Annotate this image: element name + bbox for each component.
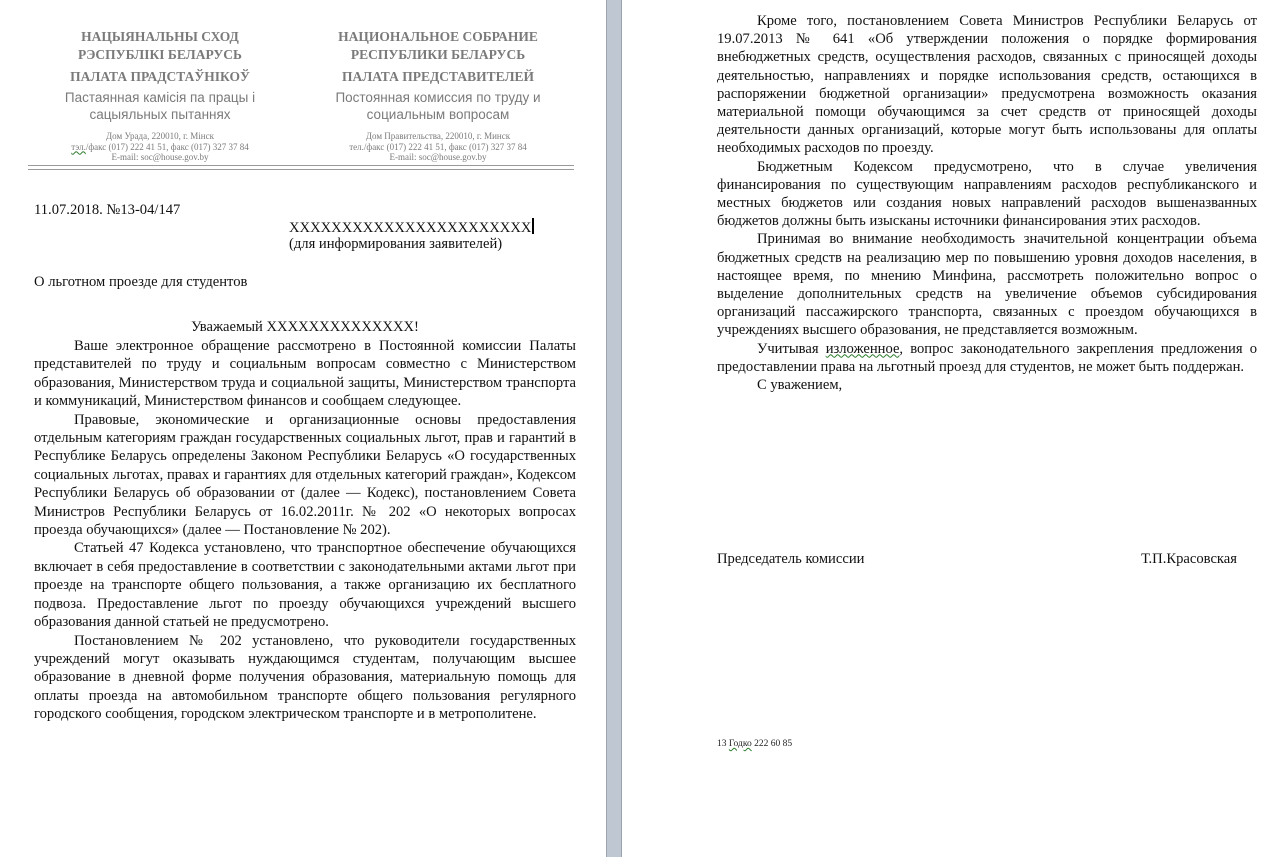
letter-body-right [717,12,1257,394]
letter-greeting: Уважаемый XXXXXXXXXXXXXX! [191,319,419,335]
page-gutter [606,0,622,857]
email-ru: E-mail: soc@house.gov.by [389,152,487,162]
commission-by-line1: Пастаянная камісія па працы і [64,90,256,105]
body-paragraph: Статьей 47 Кодекса установлено, что транспортное обеспечение обучающихся включает в себя предоставление в соответствии с законодательными актами льгот при проезде на транспорте общего пользования, а также организацию их бесплатного подвоза. Предоставление льгот по проезду обучающихся учреждений высшего образования данной статьей не предусмотрено. [34,540,576,631]
body-paragraph: Правовые, экономические и организационные основы предоставления отдельным категориям граждан государственных социальных льгот, прав и гарантий в Республике Беларусь определены Законом Республики Беларусь «О государственных социальных льготах, правах и гарантиях для отдельных категорий граждан», Кодексом Республики Беларусь об образовании от (далее — Кодекс), постановлением Совета Министров Республики Беларусь от 16.02.2011г. № 202 «О некоторых вопросах проезда обучающихся» (далее — Постановление № 202). [34,411,576,539]
final-para-start: Учитывая [757,340,826,357]
chamber-name-ru: ПАЛАТА ПРЕДСТАВИТЕЛЕЙ [341,69,535,84]
footnote-name: Годко [728,739,752,749]
letterhead-russian [314,28,562,163]
document-page-right [622,0,1280,857]
address-by: Дом Урада, 220010, г. Мінск [106,131,214,141]
recipient-name: XXXXXXXXXXXXXXXXXXXXXXX [289,220,532,236]
signer-name: Т.П.Красовская [1141,551,1237,567]
phone-label-by: тэл. [71,141,86,152]
body-paragraph: Постановлением № 202 установлено, что руководители государственных учреждений могут оказывать нуждающимся студентам, получающим высшее образование в дневной форме получения образования, материальную помощь для оплаты проезда на автомобильном транспорте общего пользования регулярного городского сообщения, городском электрическом транспорте и в метрополитене. [34,632,576,723]
signer-title: Председатель комиссии [717,551,865,567]
org-name-ru-line1: НАЦИОНАЛЬНОЕ СОБРАНИЕ [338,29,538,44]
phone-by [34,142,286,153]
letter-date-number: 11.07.2018. №13-04/147 [34,202,181,218]
phone-ru: тел./факс (017) 222 41 51, факс (017) 327 37 84 [349,141,527,152]
org-name-ru-line2: РЕСПУБЛИКИ БЕЛАРУСЬ [350,47,526,62]
body-paragraph: Бюджетным Кодексом предусмотрено, что в случае увеличения финансирования по существующим направлениям расходов республиканского и местных бюджетов или создания новых направлений расходов вышеназванных бюджетов должны быть изысканы источники финансирования этих расходов. [717,158,1257,230]
signature-block [717,550,1237,568]
body-paragraph: Принимая во внимание необходимость значительной концентрации объема бюджетных средств на реализацию мер по повышению уровня доходов населения, в настоящее время, по мнению Минфина, рассмотреть положительно вопрос о выделение дополнительных средств на увеличение объемов субсидирования организаций пассажирского транспорта, связанных с проездом обучающихся в учреждениях высшего образования, не представляется возможным. [717,231,1257,339]
text-cursor [532,218,534,234]
body-paragraph: Ваше электронное обращение рассмотрено в Постоянной комиссии Палаты представителей по труду и социальным вопросам совместно с Министерством образования, Министерством труда и социальной защиты, Министерством транспорта и коммуникаций, Министерством финансов и сообщаем следующее. [34,338,576,410]
org-name-by-line2: РЭСПУБЛІКІ БЕЛАРУСЬ [78,47,242,62]
document-page-left [0,0,606,857]
header-divider-bottom [28,169,574,170]
spellcheck-flagged-word: изложенное [825,340,900,357]
header-divider-top [28,165,574,166]
body-paragraph: Кроме того, постановлением Совета Министров Республики Беларусь от 19.07.2013 № 641 «Об утверждении положения о порядке формирования внебюджетных средств, осуществления расходов, связанных с приносящей доходы деятельностью, направлениях и порядке использования средств, остающихся в распоряжении бюджетной организации» предусмотрена возможность оказания материальной помощи обучающимся за счет средств от приносящей доходы деятельности данных организаций, которые могут быть использованы для оплаты необходимых расходов по проезду. [717,13,1257,157]
letterhead-belarusian [34,28,286,163]
letter-body-left [34,337,576,724]
letter-closing: С уважением, [757,377,843,394]
commission-by-line2: сацыяльных пытаннях [89,107,231,122]
commission-ru-line2: социальным вопросам [366,107,510,122]
footnote-phone: 222 60 85 [751,739,793,749]
executor-footnote [717,739,792,749]
recipient-note: (для информирования заявителей) [289,236,503,252]
footnote-number: 13 [717,739,729,749]
commission-ru-line1: Постоянная комиссия по труду и [335,90,541,105]
final-para-rest: , вопрос законодательного закрепления предложения о предоставлении права на льготный проезд для студентов, не может быть поддержан. [717,340,1257,375]
body-paragraph-final [717,340,1257,376]
letter-subject: О льготном проезде для студентов [34,274,248,290]
phone-rest-by: /факс (017) 222 41 51, факс (017) 327 37 84 [85,141,249,152]
chamber-name-by: ПАЛАТА ПРАДСТАЎНІКОЎ [70,69,250,84]
address-ru: Дом Правительства, 220010, г. Минск [365,131,511,141]
email-by: E-mail: soc@house.gov.by [111,152,209,162]
org-name-by-line1: НАЦЫЯНАЛЬНЫ СХОД [81,29,239,44]
